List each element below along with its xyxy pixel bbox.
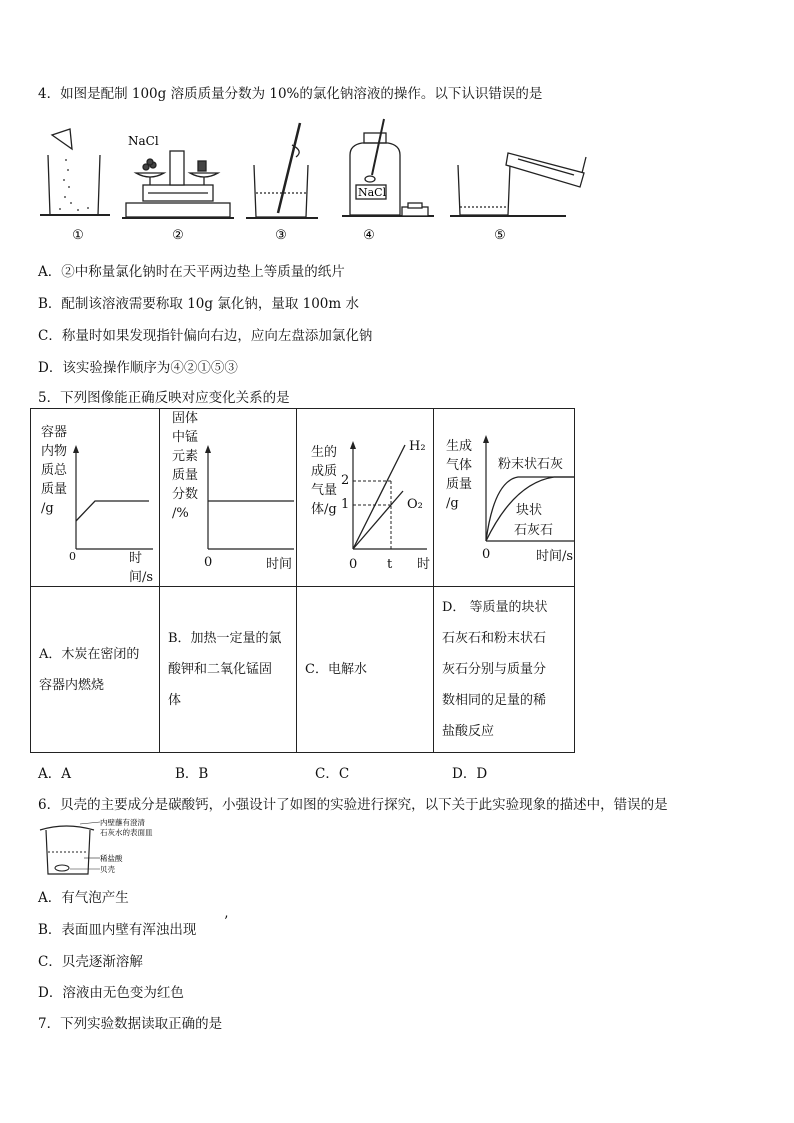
q6-label-shell: 贝壳 bbox=[100, 865, 115, 874]
q6-stray-mark: ’ bbox=[224, 914, 229, 930]
option-c-cell: C．电解水 bbox=[297, 587, 434, 753]
q6-label-dish-2: 石灰水的表面皿 bbox=[100, 828, 153, 837]
q5-table bbox=[30, 408, 575, 753]
fig-nacl-label: NaCl bbox=[128, 134, 159, 148]
fig-num-1: ① bbox=[72, 228, 84, 243]
graph-b-cell: 固体 中锰 元素 质量 分数 /% 0 时间 bbox=[160, 409, 297, 587]
fig-beaker-stir bbox=[246, 123, 318, 218]
fig-beaker-pour bbox=[40, 129, 110, 215]
q4-option-b: B．配制该溶液需要称取 10g 氯化钠，量取 100m 水 bbox=[38, 296, 359, 312]
fig-num-3: ③ bbox=[275, 228, 287, 243]
option-a-cell: A．木炭在密闭的 容器内燃烧 bbox=[31, 587, 160, 753]
q6-option-b: B．表面皿内壁有浑浊出现 bbox=[38, 922, 197, 938]
option-b-cell: B．加热一定量的氯 酸钾和二氧化锰固 体 bbox=[160, 587, 297, 753]
q5-answer-c: C．C bbox=[315, 766, 350, 782]
q5-answer-b: B．B bbox=[175, 766, 209, 782]
fig-cylinder-pour bbox=[450, 153, 586, 216]
q4-option-c: C．称量时如果发现指针偏向右边，应向左盘添加氯化钠 bbox=[38, 328, 373, 344]
option-d-cell: D． 等质量的块状 石灰石和粉末状石 灰石分别与质量分 数相同的足量的稀 盐酸反应 bbox=[434, 587, 575, 753]
q6-label-acid: 稀盐酸 bbox=[100, 854, 123, 863]
q5-answer-a: A．A bbox=[38, 766, 71, 782]
fig-num-5: ⑤ bbox=[494, 228, 506, 243]
q4-option-d: D．该实验操作顺序为④②①⑤③ bbox=[38, 360, 238, 376]
graph-a-cell: 容器 内物 质总 质量 /g 0 时间/s bbox=[31, 409, 160, 587]
q6-label-dish-1: 内壁蘸有澄清 bbox=[100, 818, 145, 827]
q4-stem: 4．如图是配制 100g 溶质质量分数为 10%的氯化钠溶液的操作。以下认识错误的是 bbox=[38, 86, 543, 102]
q6-option-d: D．溶液由无色变为红色 bbox=[38, 985, 184, 1001]
fig-balance bbox=[122, 151, 234, 218]
fig-bottle bbox=[342, 119, 434, 216]
q5-answer-d: D．D bbox=[452, 766, 488, 782]
q7-stem: 7．下列实验数据读取正确的是 bbox=[38, 1016, 223, 1032]
q4-figure bbox=[38, 115, 598, 245]
graph-d-cell: 生成 气体 质量 /g 粉末状石灰 块状 石灰石 0 时间/s bbox=[434, 409, 575, 587]
q4-option-a: A．②中称量氯化钠时在天平两边垫上等质量的纸片 bbox=[38, 264, 345, 280]
fig-bottle-label: NaCl bbox=[358, 186, 387, 199]
q6-figure bbox=[38, 816, 178, 880]
q6-stem: 6．贝壳的主要成分是碳酸钙，小强设计了如图的实验进行探究，以下关于此实验现象的描述中，错误的是 bbox=[38, 797, 668, 813]
graph-c-cell: 生的 成质 气量 体/g 2 1 H₂ O₂ 0 t 时 bbox=[297, 409, 434, 587]
q6-option-c: C．贝壳逐渐溶解 bbox=[38, 954, 143, 970]
q5-stem: 5．下列图像能正确反映对应变化关系的是 bbox=[38, 390, 290, 406]
q6-option-a: A．有气泡产生 bbox=[38, 890, 129, 906]
fig-num-4: ④ bbox=[363, 228, 375, 243]
fig-num-2: ② bbox=[172, 228, 184, 243]
